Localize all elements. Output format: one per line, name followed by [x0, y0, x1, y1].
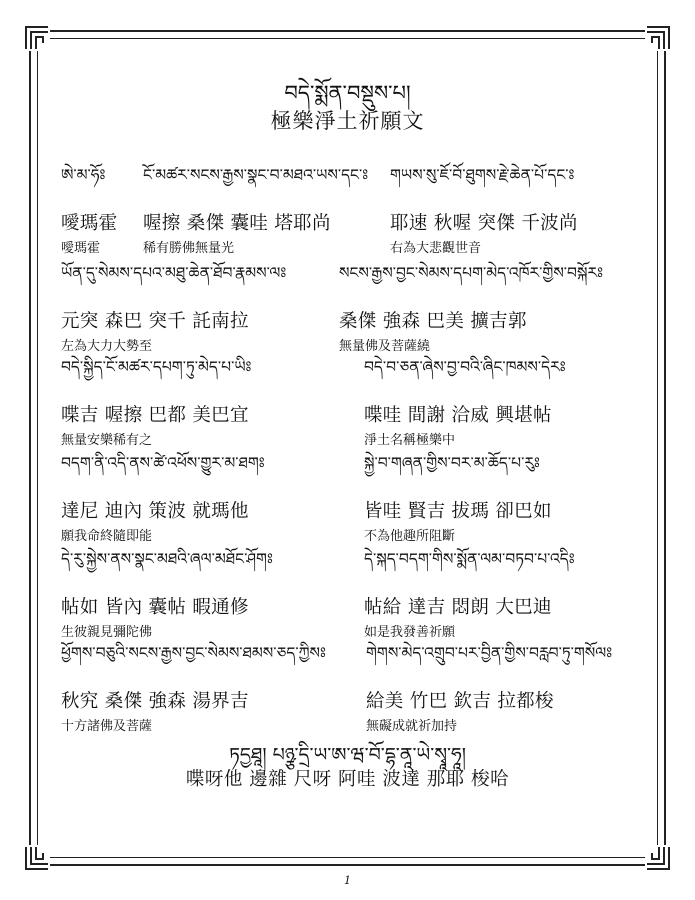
meaning-line: 不為他趣所阻斷 — [364, 529, 456, 544]
corner-ornament-bottom-right — [645, 845, 671, 871]
phonetic-line: 噯瑪霍 — [61, 213, 118, 234]
meaning-line: 願我命終隨即能 — [61, 529, 153, 544]
verse-4-right — [364, 445, 552, 544]
tibetan-line: ངོ་མཚར་སངས་རྒྱས་སྣང་བ་མཐའ་ཡས་དང༌ཿ — [143, 166, 369, 184]
verse-5-right — [364, 541, 575, 640]
verse-6-left — [61, 635, 326, 734]
verse-1-middle — [143, 157, 368, 256]
phonetic-line: 喋吉 喔擦 巴都 美巴宜 — [61, 405, 249, 426]
tibetan-line: སངས་རྒྱས་བྱང་སེམས་དཔག་མེད་འཁོར་གྱིས་བསྐོརཿ — [339, 264, 603, 282]
tibetan-line: བདག་ནི་འདི་ནས་ཚེ་འཕོས་གྱུར་མ་ཐགཿ — [61, 454, 265, 472]
tibetan-line: སྐྱེ་བ་གཞན་གྱིས་བར་མ་ཆོད་པ་རུཿ — [364, 454, 540, 472]
verse-6-right — [366, 635, 612, 734]
title-chinese: 極樂淨土祈願文 — [270, 109, 425, 133]
tibetan-line: བདེ་བ་ཅན་ཞེས་བྱ་བའི་ཞིང་ཁམས་དེརཿ — [364, 358, 566, 376]
phonetic-line: 帖如 皆內 囊帖 暇通修 — [61, 597, 249, 618]
phonetic-line: 帖給 達吉 悶朗 大巴迪 — [364, 597, 552, 618]
tibetan-line: གེགས་མེད་འགྲུབ་པར་བྱིན་གྱིས་བརླབ་ཏུ་གསོལཿ — [366, 644, 613, 662]
meaning-line: 右為大悲觀世音 — [390, 241, 482, 256]
mantra-tibetan: ཏདྱཐཱ། པཉྩ་དྲི་ཡ་ཨ་ཝ་བོ་དྷ་ནཱ་ཡེ་སྭཱ་ཧཱ། — [229, 744, 466, 766]
verse-3-left — [61, 349, 251, 448]
meaning-line: 如是我發善祈願 — [364, 625, 456, 640]
meaning-line: 淨土名稱極樂中 — [364, 433, 456, 448]
meaning-line: 稀有勝佛無量光 — [143, 241, 235, 256]
mantra-chinese: 喋呀他 邊雜 尺呀 阿哇 波達 那耶 梭哈 — [185, 769, 510, 790]
verse-2-right — [339, 255, 603, 354]
tibetan-line: བདེ་སྐྱིད་ངོ་མཚར་དཔག་ཏུ་མེད་པ་ཡིཿ — [61, 358, 252, 376]
verse-1-left — [61, 157, 117, 256]
meaning-line: 生彼親見彌陀佛 — [61, 625, 153, 640]
corner-ornament-top-right — [645, 25, 671, 51]
title-tibetan: བདེ་སྨོན་བསྡུས་པ། — [284, 81, 411, 105]
verse-1-right — [390, 157, 578, 256]
phonetic-line: 喔擦 桑傑 囊哇 塔耶尚 — [143, 213, 331, 234]
meaning-line: 無量佛及菩薩繞 — [339, 339, 431, 354]
phonetic-line: 桑傑 強森 巴美 擴吉郭 — [339, 311, 527, 332]
tibetan-line: ཕྱོགས་བཅུའི་སངས་རྒྱས་བྱང་སེམས་ཐམས་ཅད་ཀྱིསཿ — [61, 644, 326, 662]
meaning-line: 無量安樂稀有之 — [61, 433, 153, 448]
tibetan-line: དེ་རུ་སྐྱེས་ནས་སྣང་མཐའི་ཞལ་མཐོང་ཤོགཿ — [61, 550, 273, 568]
verse-2-left — [61, 255, 286, 354]
phonetic-line: 元突 森巴 突千 託南拉 — [61, 311, 249, 332]
meaning-line: 左為大力大勢至 — [61, 339, 153, 354]
corner-ornament-bottom-left — [24, 845, 50, 871]
verse-5-left — [61, 541, 273, 640]
meaning-line: 噯瑪霍 — [61, 241, 101, 256]
phonetic-line: 皆哇 賢吉 拔瑪 卻巴如 — [364, 501, 552, 522]
meaning-line: 無礙成就祈加持 — [366, 719, 458, 734]
page-number: 1 — [344, 874, 351, 887]
tibetan-line: གཡས་སུ་ཇོ་བོ་ཐུགས་རྗེ་ཆེན་པོ་དང༌ཿ — [390, 166, 575, 184]
phonetic-line: 喋哇 間謝 洽威 興堪帖 — [364, 405, 552, 426]
tibetan-line: ཡོན་དུ་སེམས་དཔའ་མཐུ་ཆེན་ཐོབ་རྣམས་ལཿ — [61, 264, 287, 282]
phonetic-line: 給美 竹巴 欽吉 拉都梭 — [366, 691, 554, 712]
corner-ornament-top-left — [24, 25, 50, 51]
tibetan-line: ཨེ་མ་ཧོཿ — [61, 166, 106, 184]
verse-3-right — [364, 349, 566, 448]
tibetan-line: དེ་སྐད་བདག་གིས་སྨོན་ལམ་བཏབ་པ་འདིཿ — [364, 550, 575, 568]
meaning-line: 十方諸佛及菩薩 — [61, 719, 153, 734]
phonetic-line: 秋究 桑傑 強森 湯界吉 — [61, 691, 249, 712]
verse-4-left — [61, 445, 265, 544]
phonetic-line: 耶速 秋喔 突傑 千波尚 — [390, 213, 578, 234]
phonetic-line: 達尼 迪內 策波 就瑪他 — [61, 501, 249, 522]
